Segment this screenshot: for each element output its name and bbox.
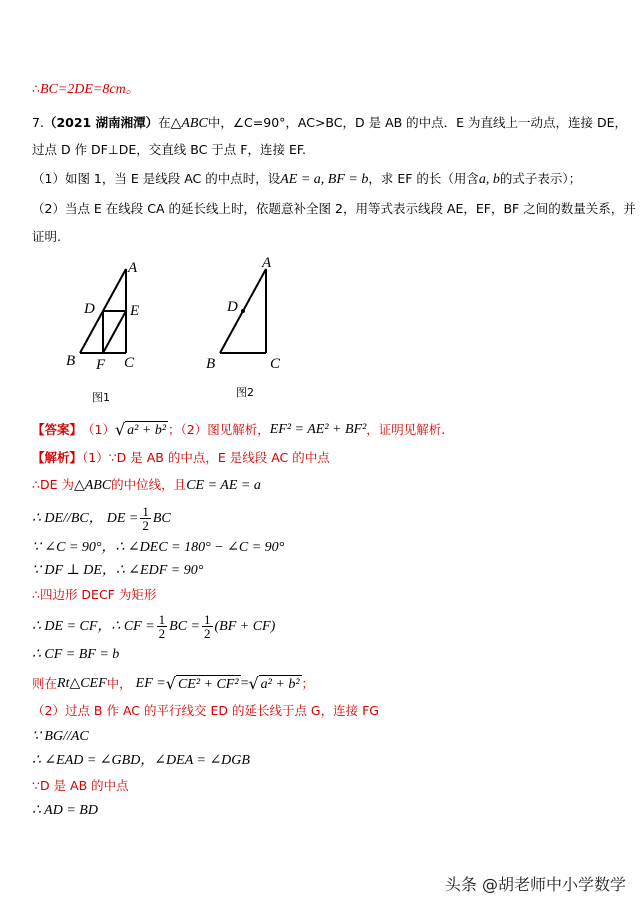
fig1-label-e: E <box>130 303 140 319</box>
solution-line-12: ∴ ∠EAD = ∠GBD，∠DEA = ∠DGB <box>32 753 250 768</box>
solution-line-14: ∴ AD = BD <box>32 803 98 818</box>
solution-line-10: （2）过点 B 作 AC 的平行线交 ED 的延长线于点 G，连接 FG <box>32 703 379 718</box>
solution-line-2: ∴DE 为△ABC的中位线，且CE = AE = a <box>32 477 261 493</box>
problem-number: 7. <box>32 115 44 130</box>
solution-line-5: ∵ DF ⊥ DE，∴ ∠EDF = 90° <box>32 563 204 578</box>
solution-line-9: 则在 Rt△CEF 中， EF = √ CE² + CF² = √ a² + b² ； <box>32 674 315 693</box>
solution-line-6: ∴四边形 DECF 为矩形 <box>32 587 157 602</box>
question-2-line-1: （2）当点 E 在线段 CA 的延长线上时，依题意补全图 2，用等式表示线段 AE，EF，BF 之间的数量关系，并 <box>32 201 636 216</box>
solution-tag: 【解析】 <box>32 450 83 465</box>
fig2-label-c: C <box>270 356 281 372</box>
answer-line: 【答案】 （1） √ a² + b² ；（2）图见解析， EF² = AE² + BF² ，证明见解析. <box>32 420 446 439</box>
question-2-line-2: 证明. <box>32 229 61 244</box>
answer-tag: 【答案】 <box>32 422 83 437</box>
watermark: 头条 @胡老师中小学数学 <box>444 875 626 894</box>
problem-line-2: 过点 D 作 DF⊥DE，交直线 BC 于点 F，连接 EF. <box>32 142 306 157</box>
fig1-label-b: B <box>66 353 76 369</box>
figure-2 <box>200 250 300 379</box>
figure-2-caption: 图2 <box>236 386 254 399</box>
fig2-label-a: A <box>262 255 272 271</box>
question-1: （1）如图 1，当 E 是线段 AC 的中点时，设AE = a, BF = b，求 EF 的长（用含a, b的式子表示）； <box>32 171 582 187</box>
figure-1-caption: 图1 <box>92 391 110 404</box>
solution-line-13: ∵D 是 AB 的中点 <box>32 778 129 793</box>
fig1-label-f: F <box>96 357 106 373</box>
solution-line-11: ∵ BG//AC <box>32 729 89 744</box>
problem-source: （2021 湖南湘潭） <box>43 115 159 130</box>
fig2-label-d: D <box>227 299 238 315</box>
fig2-label-b: B <box>206 356 216 372</box>
solution-line-7: ∴ DE = CF，∴ CF = $\frac{1}{2}$ BC = $\frac{1}{2}$ (BF + CF) <box>32 612 276 641</box>
fig1-label-a: A <box>128 260 138 276</box>
fig1-label-d: D <box>84 301 95 317</box>
previous-conclusion-line: ∴BC=2DE=8cm。 <box>32 81 140 97</box>
problem-line-1: 7.（2021 湖南湘潭）在△ABC中，∠C=90°，AC>BC，D 是 AB 的中点．E 为直线上一动点，连接 DE， <box>32 115 628 131</box>
figure-1 <box>60 255 160 379</box>
solution-line-3: ∴ DE//BC， DE = $\frac{1}{2}$ BC <box>32 504 171 533</box>
fig1-label-c: C <box>124 355 135 371</box>
solution-line-4: ∵ ∠C = 90°，∴ ∠DEC = 180° − ∠C = 90° <box>32 540 285 555</box>
solution-line-8: ∴ CF = BF = b <box>32 647 120 662</box>
solution-line-1: 【解析】（1）∵D 是 AB 的中点，E 是线段 AC 的中点 <box>32 450 330 465</box>
